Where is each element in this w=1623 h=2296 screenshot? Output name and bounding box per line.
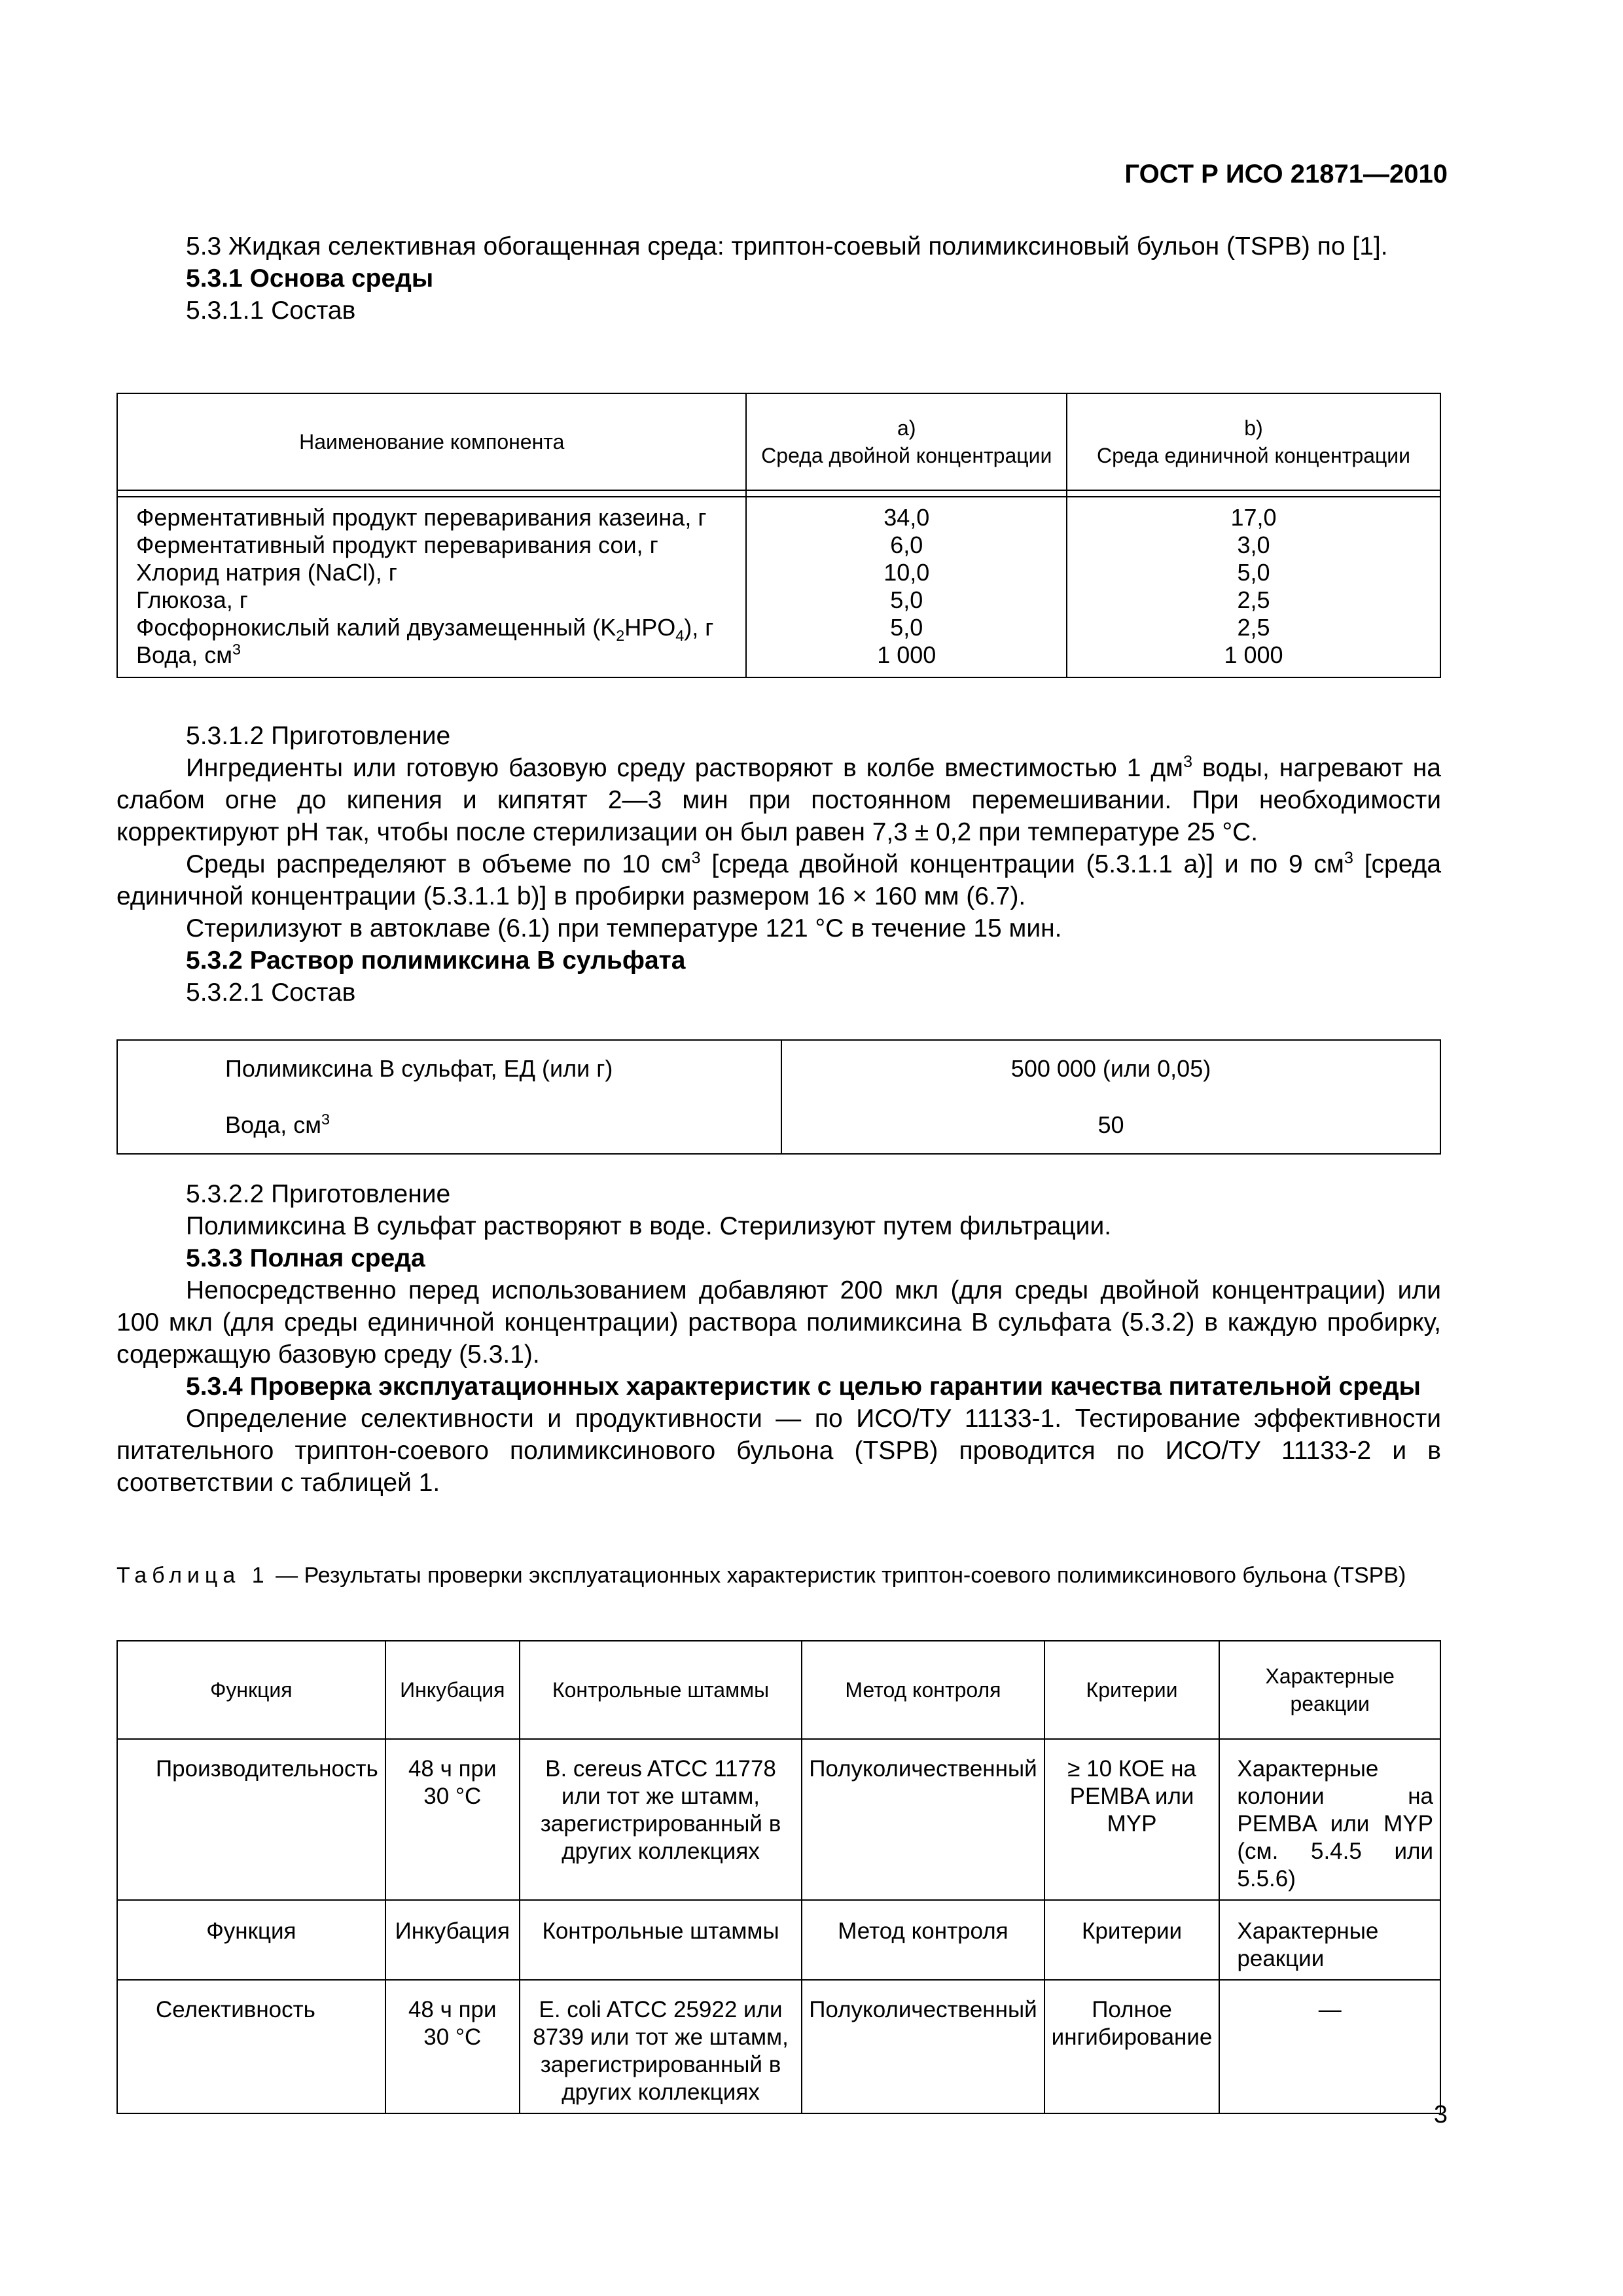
col-double-concentration: a) Среда двойной концентрации: [746, 393, 1067, 490]
col-component-name: Наименование компонента: [117, 393, 746, 490]
header-criteria: Критерии: [1044, 1641, 1220, 1739]
document-id: ГОСТ Р ИСО 21871—2010: [1124, 160, 1448, 188]
header-incubation: Инкубация: [385, 1641, 520, 1739]
polymyxin-value: 500 000 (или 0,05): [781, 1040, 1440, 1097]
polymyxin-composition-table: [116, 1039, 1441, 1155]
single-concentration-values: 17,0 3,0 5,0 2,5 2,5 1 000: [1067, 497, 1440, 677]
heading-5-3-2-1: 5.3.2.1 Состав: [186, 978, 356, 1007]
composition-table: [116, 393, 1441, 678]
table-caption: Таблица 1 — Результаты проверки эксплуатационных характеристик триптон-соевого полимиксинового бульона (TSPB): [116, 1563, 1406, 1588]
heading-5-3-2: 5.3.2 Раствор полимиксина В сульфата: [186, 946, 686, 975]
table-row-selectivity: Селективность 48 ч при 30 °С E. coli ATCC 25922 или 8739 или тот же штамм, зарегистрированный в других коллекциях Полуколичественный Полное ингибирование —: [117, 1980, 1440, 2113]
heading-5-3-1-2: 5.3.1.2 Приготовление: [186, 722, 451, 750]
header-reactions: Характерные реакции: [1219, 1641, 1440, 1739]
water-value: 50: [781, 1097, 1440, 1154]
section-5-3-2-2: [116, 1178, 1441, 1499]
polymyxin-label: Полимиксина В сульфат, ЕД (или г): [117, 1040, 781, 1097]
section-5-3-1-2: [116, 720, 1441, 1009]
heading-5-3-3: 5.3.3 Полная среда: [186, 1244, 425, 1272]
double-concentration-values: 34,0 6,0 10,0 5,0 5,0 1 000: [746, 497, 1067, 677]
complete-medium-paragraph: Непосредственно перед использованием добавляют 200 мкл (для среды двойной концентрации) или 100 мкл (для среды единичной концентрации) раствора полимиксина В сульфата (5.3.2) в каждую пробирку, содержащую базовую среду (5.3.1).: [116, 1276, 1441, 1369]
table-row-productivity: Производительность 48 ч при 30 °С B. cereus ATCC 11778 или тот же штамм, зарегистрированный в других коллекциях Полуколичественный ≥ 10 КОЕ на PEMBA или MYP Характерные колонии на PEMBA или MYP (см. 5.4.5 или 5.5.6): [117, 1739, 1440, 1900]
heading-5-3-1-1: 5.3.1.1 Состав: [186, 296, 356, 325]
col-single-concentration: b) Среда единичной концентрации: [1067, 393, 1440, 490]
performance-results-table: [116, 1640, 1441, 2114]
page-number: 3: [1433, 2101, 1448, 2128]
preparation-paragraph-1: Ингредиенты или готовую базовую среду растворяют в колбе вместимостью 1 $дм^3$ воды, нагревают на слабом огне до кипения и кипятят 2—3 мин при постоянном перемешивании. При необходимости корректируют pH так, чтобы после стерилизации он был равен 7,3 ± 0,2 при температуре 25 °С.: [116, 753, 1441, 846]
polymyxin-preparation-paragraph: Полимиксина В сульфат растворяют в воде. Стерилизуют путем фильтрации.: [186, 1212, 1112, 1240]
sterilization-paragraph: Стерилизуют в автоклаве (6.1) при температуре 121 °С в течение 15 мин.: [186, 914, 1062, 942]
heading-5-3-4: 5.3.4 Проверка эксплуатационных характеристик с целью гарантии качества питательной среды: [186, 1372, 1421, 1401]
header-method: Метод контроля: [802, 1641, 1044, 1739]
table-row-repeated-header: Функция Инкубация Контрольные штаммы Метод контроля Критерии Характерные реакции: [117, 1900, 1440, 1980]
section-5-3: [116, 230, 1441, 327]
water-label: Вода, $см^3$: [117, 1097, 781, 1154]
heading-5-3-1: 5.3.1 Основа среды: [186, 264, 434, 293]
component-names: Ферментативный продукт переваривания казеина, г Ферментативный продукт переваривания сои, г Хлорид натрия (NaCl), г Глюкоза, г Фосфорнокислый калий двузамещенный $(K_2HPO_4)$, г Вода, $см^3$: [117, 497, 746, 677]
heading-5-3-2-2: 5.3.2.2 Приготовление: [186, 1180, 451, 1208]
header-control-strains: Контрольные штаммы: [520, 1641, 802, 1739]
header-function: Функция: [117, 1641, 385, 1739]
intro-paragraph: 5.3 Жидкая селективная обогащенная среда: триптон-соевый полимиксиновый бульон (TSPB) по [1].: [186, 232, 1388, 260]
preparation-paragraph-2: Среды распределяют в объеме по 10 $см^3$ [среда двойной концентрации (5.3.1.1 a)] и по 9 $см^3$ [среда единичной концентрации (5.3.1.1 b)] в пробирки размером 16 × 160 мм (6.7).: [116, 849, 1442, 910]
performance-paragraph: Определение селективности и продуктивности — по ИСО/ТУ 11133-1. Тестирование эффективности питательного триптон-соевого полимиксинового бульона (TSPB) проводится по ИСО/ТУ 11133-2 и в соответствии с таблицей 1.: [116, 1405, 1441, 1497]
